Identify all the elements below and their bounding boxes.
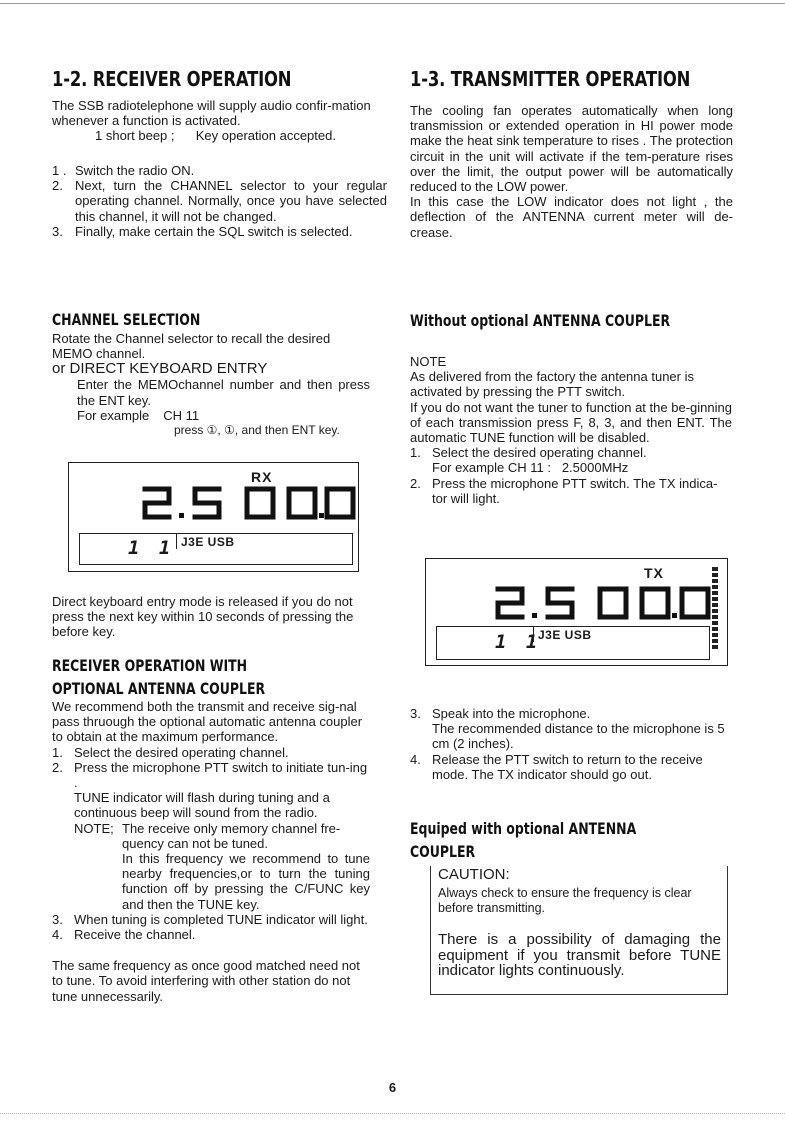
tx-channel-number: 1 1 — [495, 631, 542, 653]
transmitter-text-2: In this case the LOW indicator does not light , the deflection of the ANTENNA current meter will de-crease. — [410, 194, 733, 240]
beep-meaning: Key operation accepted. — [195, 128, 336, 144]
without-p2: If you do not want the tuner to function at the be-ginning of each transmission press F, 8, 3, and then ENT. The automatic TUNE function will be disabled. — [410, 399, 732, 446]
channel-example: For example CH 11 — [77, 407, 200, 423]
lcd-rx-display — [68, 462, 359, 572]
receiver-steps — [52, 163, 387, 239]
list-item: 1 . Switch the radio ON. — [52, 163, 195, 178]
beep-count: 1 short beep ; — [95, 128, 175, 144]
direct-entry-label: or DIRECT KEYBOARD ENTRY — [52, 360, 268, 378]
rx-status-box — [79, 533, 353, 565]
section-title-transmitter: 1-3. TRANSMITTER OPERATION — [410, 67, 691, 91]
caution-box — [430, 866, 728, 995]
list-item: 1. Select the desired operating channel. — [52, 744, 289, 760]
list-item: 3. Speak into the microphone. — [410, 706, 591, 721]
coupler-intro: We recommend both the transmit and receive sig-nal pass thruough the optional automatic antenna coupler to obtain at the maximum performance. — [52, 699, 363, 745]
top-rule — [0, 3, 785, 4]
rx-band-label: J3E USB — [181, 535, 235, 549]
caution-label: CAUTION: — [438, 866, 510, 883]
example-line: For example CH 11 : 2.5000MHz — [432, 460, 629, 476]
coupler-note: NOTE; The receive only memory channel fre-quency can not be tuned. — [74, 820, 341, 851]
channel-selection-heading: CHANNEL SELECTION — [52, 310, 201, 329]
channel-line3: Enter the MEMOchannel number and then press the ENT key. — [77, 377, 370, 408]
channel-selection-body — [52, 331, 370, 438]
transmitter-text: The cooling fan operates automatically when long transmission or extended operation in HI power mode make the heat sink temperature to rises . The protection circuit in the unit will activate if the tem-perature rises over the limit, the output power will be automatically reduced to the LOW power. — [410, 103, 733, 195]
coupler-heading-1: RECEIVER OPERATION WITH — [52, 656, 248, 675]
tx-band-label: J3E USB — [538, 628, 592, 642]
note-label: NOTE — [410, 354, 447, 369]
without-p1: As delivered from the factory the antenna tuner is activated by pressing the PTT switch. — [410, 369, 694, 400]
list-item: 2. Press the microphone PTT switch to initiate tun-ing . — [52, 759, 368, 791]
list-item: 4. Release the PTT switch to return to the receive mode. The TX indicator should go out. — [410, 751, 703, 782]
tx-status-box — [436, 626, 710, 660]
receiver-intro — [52, 98, 387, 144]
equiped-heading-1: Equiped with optional ANTENNA — [410, 819, 637, 838]
bottom-rule — [0, 1113, 785, 1114]
distance-note: The recommended distance to the microphone is 5 cm (2 inches). — [432, 721, 725, 752]
channel-press: press ①, ①, and then ENT key. — [174, 423, 340, 438]
list-item: 2. Next, turn the CHANNEL selector to your regular operating channel. Normally, once you have selected this channel, it will not be changed. — [52, 178, 387, 224]
coupler-outro: The same frequency as once good matched need not to tune. To avoid interfering with other station do not tune unnecessarily. — [52, 958, 360, 1004]
antenna-meter-bars — [712, 567, 718, 651]
list-item: 4. Receive the channel. — [52, 927, 196, 943]
caution-text: Always check to ensure the frequency is clear before transmitting. — [438, 886, 692, 915]
speak-steps — [410, 706, 730, 782]
intro-text: The SSB radiotelephone will supply audio confir-mation whenever a function is activated. — [52, 98, 371, 129]
page-number: 6 — [388, 1080, 397, 1095]
rx-indicator: RX — [251, 469, 273, 485]
section-title-receiver: 1-2. RECEIVER OPERATION — [52, 67, 292, 91]
list-item: 3. Finally, make certain the SQL switch is selected. — [52, 223, 353, 239]
damage-warning: There is a possibility of damaging the equipment if you transmit before TUNE indicator lights continuously. — [438, 931, 721, 979]
coupler-body — [52, 699, 370, 1004]
list-item: 3. When tuning is completed TUNE indicator will light. — [52, 911, 368, 927]
list-item: 1. Select the desired operating channel. — [410, 445, 647, 461]
lcd-tx-display — [425, 558, 728, 666]
without-coupler-body — [410, 354, 732, 506]
tx-indicator: TX — [644, 565, 664, 581]
direct-entry-note: Direct keyboard entry mode is released if you do not press the next key within 10 seconds of pressing the before key. — [52, 594, 354, 640]
coupler-heading-2: OPTIONAL ANTENNA COUPLER — [52, 679, 266, 698]
equiped-heading-2: COUPLER — [410, 842, 476, 861]
coupler-note-2: In this frequency we recommend to tune nearby frequencies,or to turn the tuning function off by pressing the C/FUNC key and then the TUNE key. — [122, 851, 370, 912]
without-coupler-heading: Without optional ANTENNA COUPLER — [410, 311, 671, 330]
rx-channel-number: 1 1 — [128, 537, 175, 559]
tune-flash-note: TUNE indicator will flash during tuning and a continuous beep will sound from the radio. — [74, 790, 330, 821]
list-item: 2. Press the microphone PTT switch. The TX indica-tor will light. — [410, 475, 718, 506]
beep-line — [52, 128, 387, 143]
channel-line1: Rotate the Channel selector to recall the desired MEMO channel. — [52, 331, 331, 362]
transmitter-body — [410, 103, 733, 240]
